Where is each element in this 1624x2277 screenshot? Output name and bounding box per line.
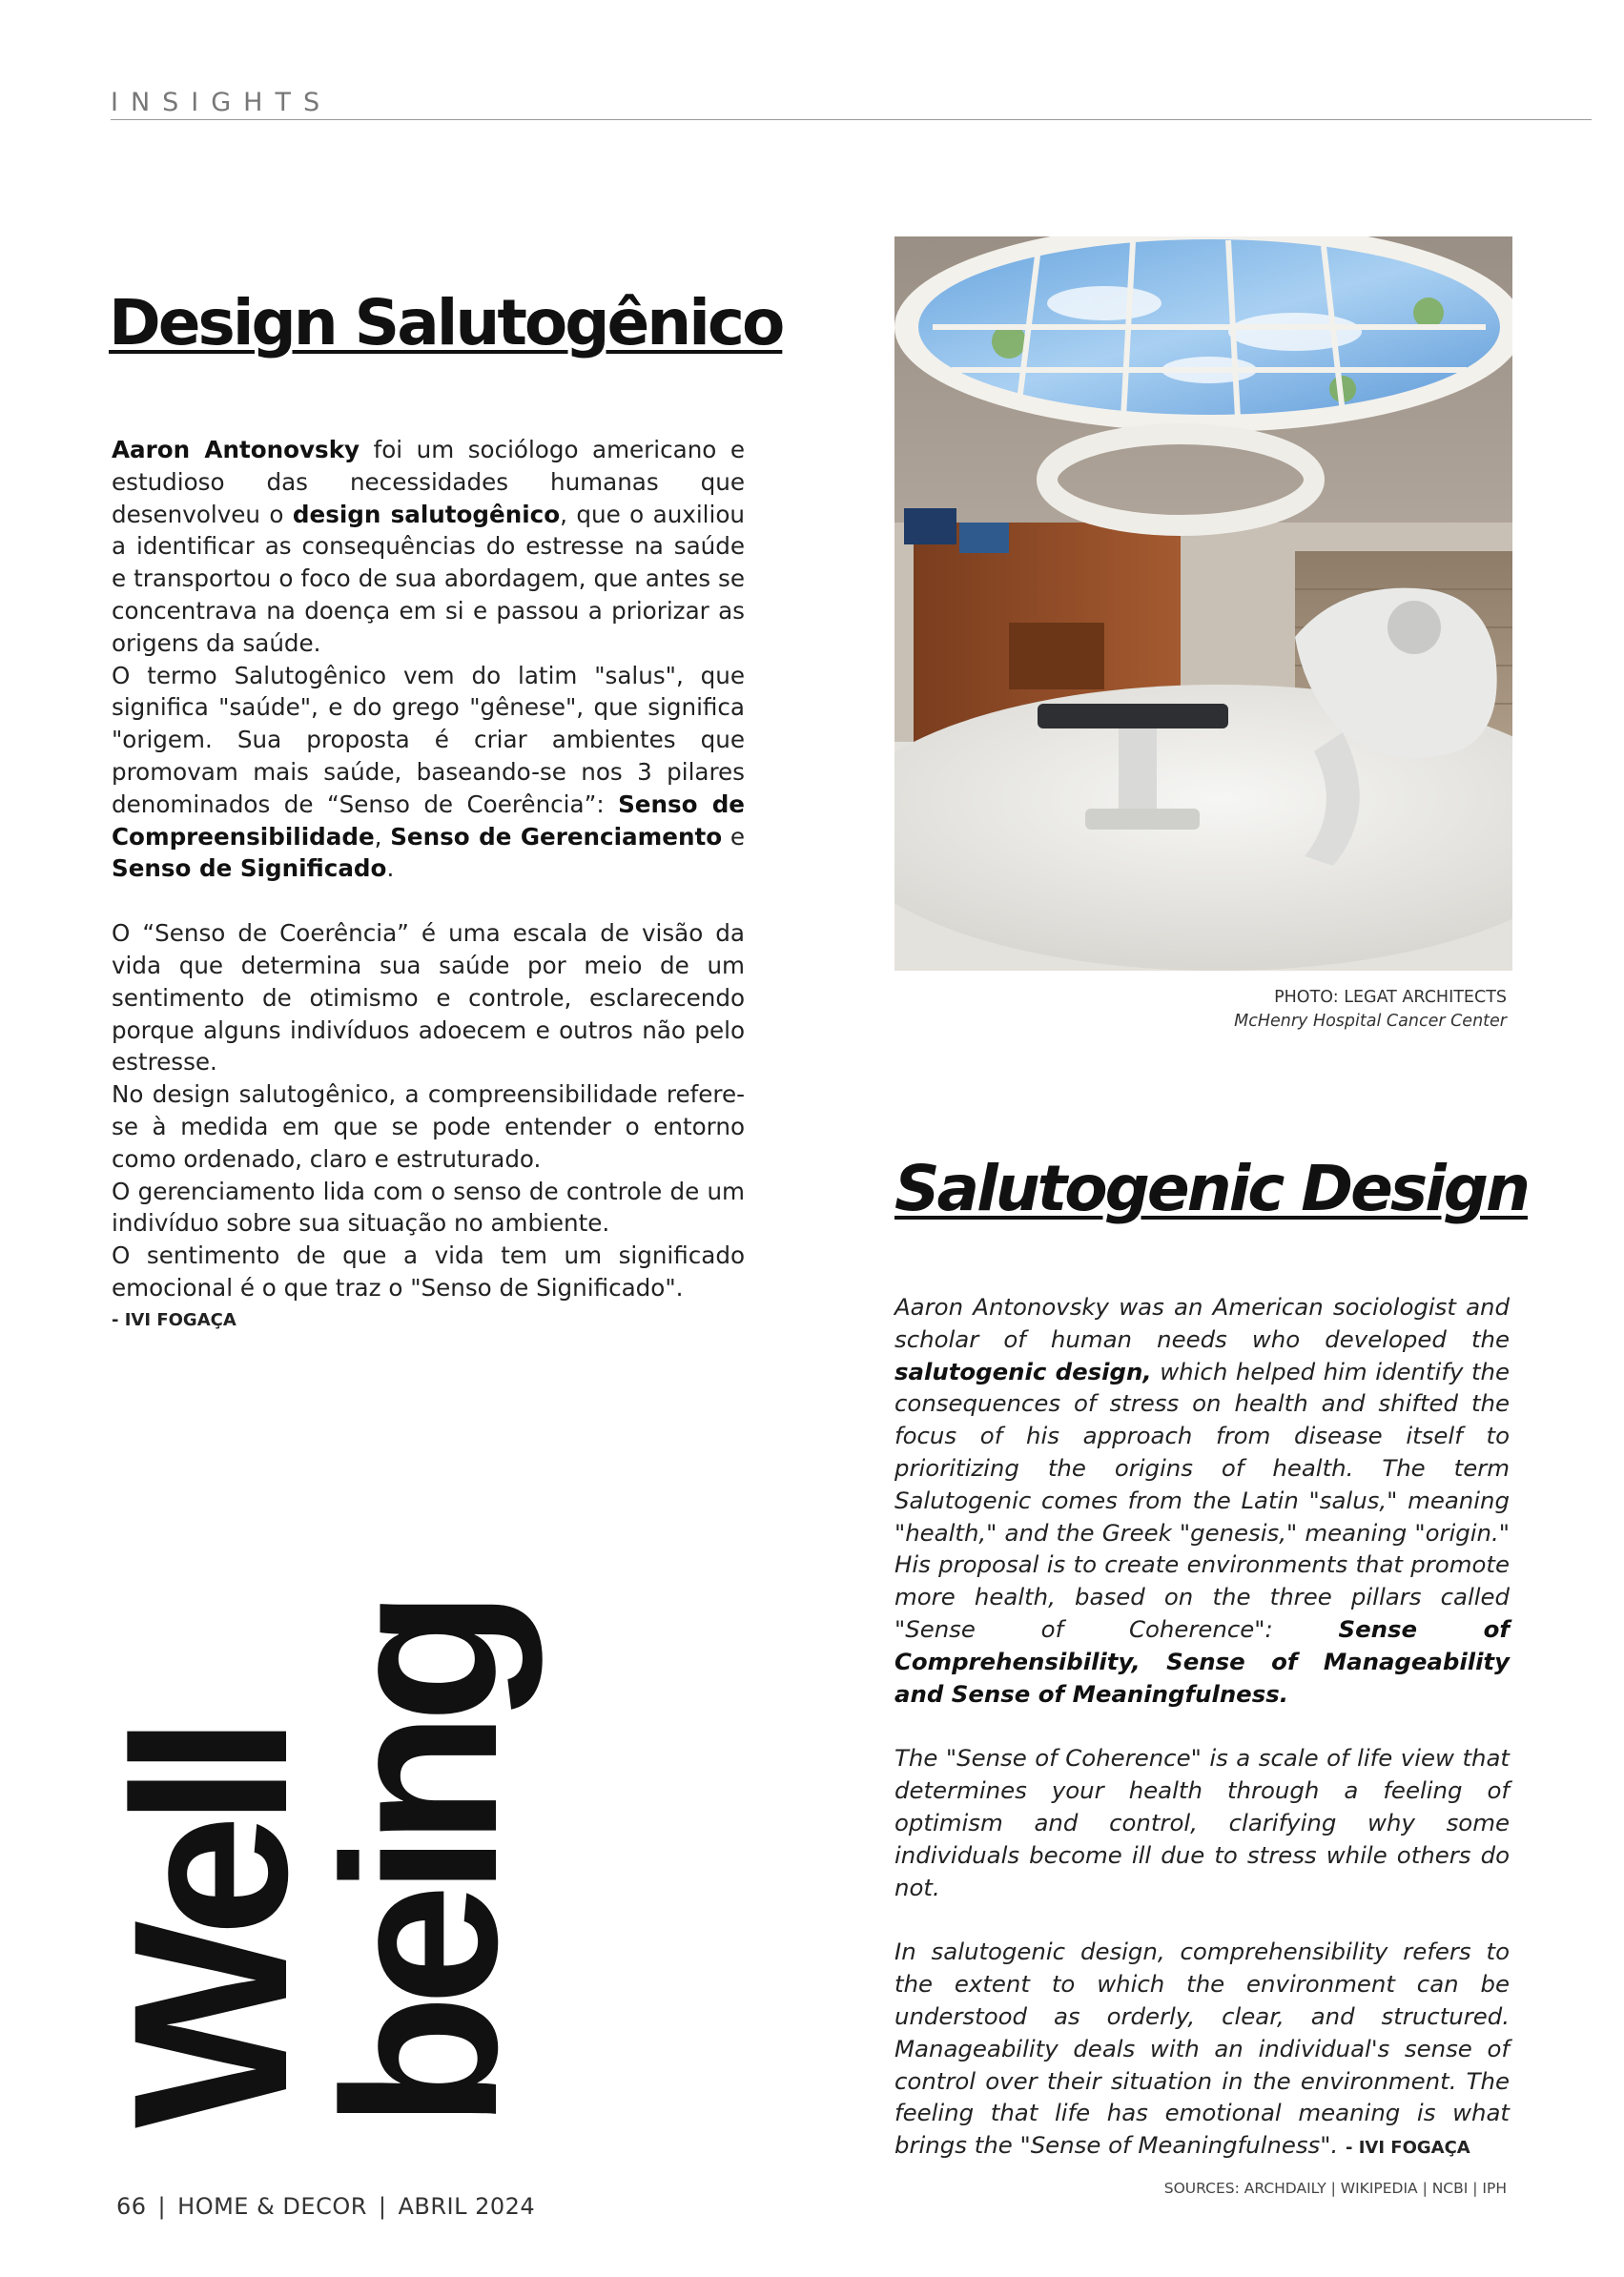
article-english	[894, 1291, 1510, 2164]
wellbeing-line-2: being	[298, 1600, 543, 2128]
photo-credit-block	[1125, 986, 1507, 1034]
page-number: 66	[116, 2193, 147, 2220]
footer-separator: |	[378, 2193, 387, 2220]
wellbeing-line-1: Well	[88, 1727, 333, 2128]
en-paragraph-2: The "Sense of Coherence" is a scale of life view that determines your health through a feeling of optimism and control, clarifying why some individuals become ill due to stress while others do not.	[894, 1744, 1510, 1901]
treatment-room-image	[894, 236, 1512, 971]
author-signature-pt: - IVI FOGAÇA	[112, 1309, 236, 1330]
pt-paragraph-1: Aaron Antonovsky foi um sociólogo americano e estudioso das necessidades humanas que desenvolveu o design salutogênico, que o auxiliou a identificar as consequências do estresse na saúde e transportou o foco de sua abordagem, que antes se concentrava na doença em si e passou a priorizar as origens da saúde.	[112, 436, 746, 657]
wellbeing-graphic	[86, 1375, 620, 2138]
section-label: INSIGHTS	[111, 88, 333, 117]
hospital-photo	[894, 236, 1512, 971]
pt-paragraph-3: O “Senso de Coerência” é uma escala de visão da vida que determina sua saúde por meio de um sentimento de otimismo e controle, esclarecendo porque alguns indivíduos adoecem e outros não pelo estresse.	[112, 919, 745, 1077]
title-english: Salutogenic Design	[894, 1152, 1528, 1225]
footer-separator: |	[157, 2193, 167, 2220]
photo-caption: McHenry Hospital Cancer Center	[1234, 1012, 1507, 1031]
pt-paragraph-2: O termo Salutogênico vem do latim "salus", que significa "saúde", e do grego "gênese", que significa "origem. Sua proposta é criar ambientes que promovam mais saúde, baseando-se nos 3 pilares denominados de “Senso de Coerência”: Senso de Compreensibilidade, Senso de Gerenciamento e Senso de Significado.	[112, 661, 746, 883]
pt-paragraph-4: No design salutogênico, a compreensibilidade refere-se à medida em que se pode entender o entorno como ordenado, claro e estruturado.	[112, 1080, 745, 1173]
author-signature-en: - IVI FOGAÇA	[1345, 2138, 1470, 2159]
magazine-name: HOME & DECOR	[177, 2193, 367, 2220]
en-paragraph-3: In salutogenic design, comprehensibility refers to the extent to which the environment can be understood as orderly, clear, and structured. Manageability deals with an individual's sense of control over their situation in the environment. The feeling that life has emotional meaning is what brings the "Sense of Meaningfulness". - IVI FOGAÇA	[894, 1938, 1510, 2160]
en-paragraph-1: Aaron Antonovsky was an American sociologist and scholar of human needs who developed the salutogenic design, which helped him identify the consequences of stress on health and shifted the focus of his approach from disease itself to prioritizing the origins of health. The term Salutogenic comes from the Latin "salus," meaning "health," and the Greek "genesis," meaning "origin." His proposal is to create environments that promote more health, based on the three pillars called "Sense of Coherence": Sense of Comprehensibility, Sense of Manageability and Sense of Meaningfulness.	[894, 1293, 1511, 1708]
photo-credit: PHOTO: LEGAT ARCHITECTS	[1274, 988, 1507, 1007]
sources-line: SOURCES: ARCHDAILY | WIKIPEDIA | NCBI | IPH	[1163, 2180, 1507, 2197]
pt-paragraph-5: O gerenciamento lida com o senso de controle de um indivíduo sobre sua situação no ambiente.	[112, 1177, 745, 1238]
article-portuguese	[112, 434, 745, 1333]
page-footer	[111, 2193, 541, 2220]
header-rule	[111, 119, 1592, 120]
pt-paragraph-6: O sentimento de que a vida tem um significado emocional é o que traz o "Senso de Significado".	[112, 1241, 745, 1302]
title-portuguese: Design Salutogênico	[109, 286, 783, 359]
wellbeing-vertical-text	[86, 1375, 620, 2138]
issue-date: ABRIL 2024	[398, 2193, 536, 2220]
